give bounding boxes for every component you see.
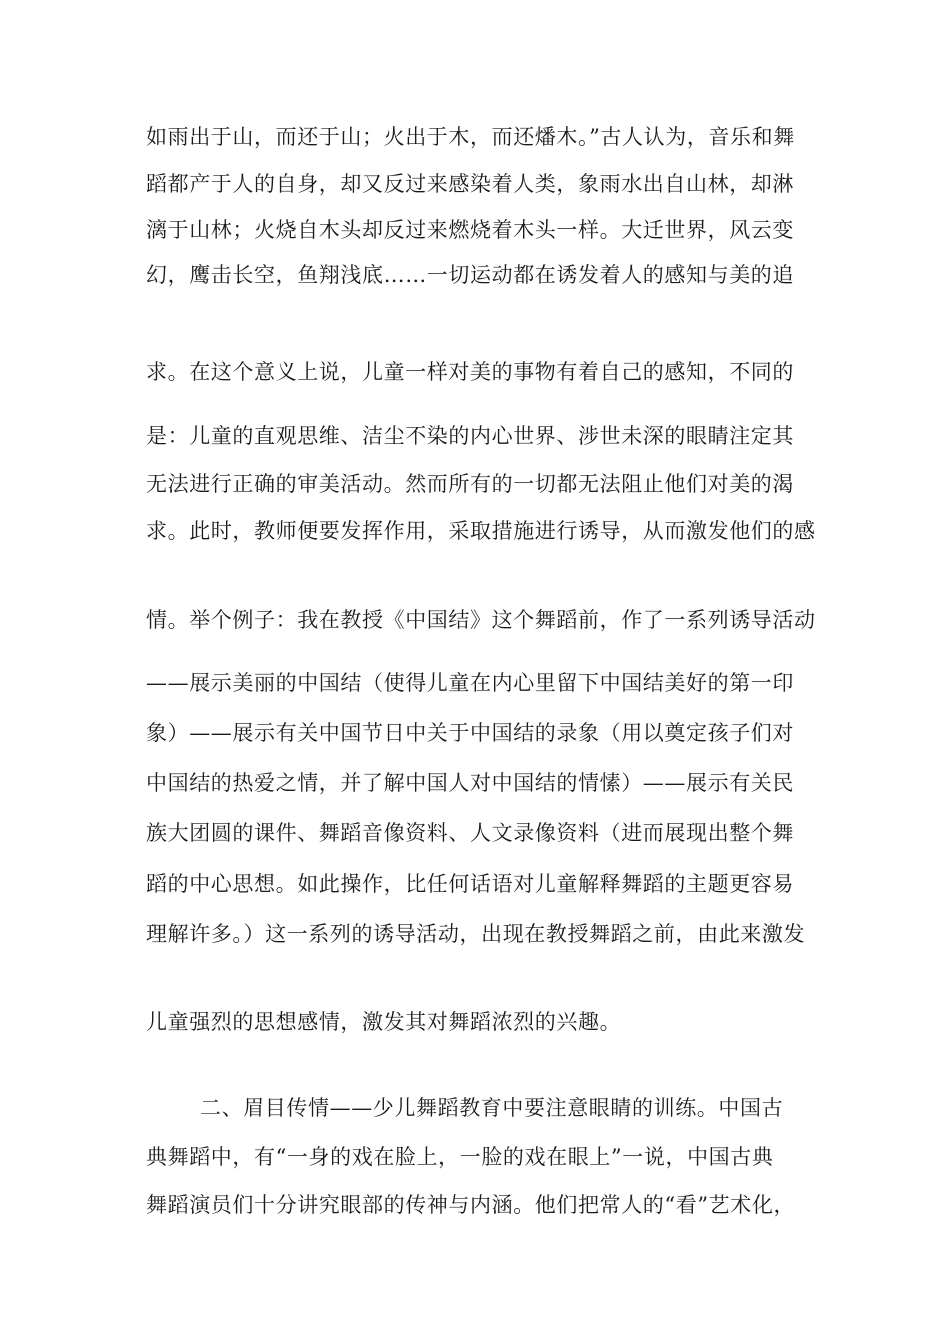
text-line-4: 幻，鹰击长空，鱼翔浅底……一切运动都在诱发着人的感知与美的追 [146,263,794,287]
text-line-9: 情。举个例子：我在教授《中国结》这个舞蹈前，作了一系列诱导活动 [146,608,816,632]
text-line-10: ——展示美丽的中国结（使得儿童在内心里留下中国结美好的第一印 [146,671,794,695]
text-line-3: 漓于山林；火烧自木头却反过来燃烧着木头一样。大迁世界，风云变 [146,218,794,242]
text-line-5: 求。在这个意义上说，儿童一样对美的事物有着自己的感知，不同的 [146,360,794,384]
text-line-18: 典舞蹈中，有“一身的戏在脸上，一脸的戏在眼上”一说，中国古典 [146,1145,774,1169]
text-line-19: 舞蹈演员们十分讲究眼部的传神与内涵。他们把常人的“看”艺术化， [146,1193,796,1217]
text-line-14: 蹈的中心思想。如此操作，比任何话语对儿童解释舞蹈的主题更容易 [146,872,794,896]
text-line-6: 是：儿童的直观思维、洁尘不染的内心世界、涉世未深的眼睛注定其 [146,424,794,448]
text-line-13: 族大团圆的课件、舞蹈音像资料、人文录像资料（进而展现出整个舞 [146,821,794,845]
text-line-11: 象）——展示有关中国节日中关于中国结的录象（用以奠定孩子们对 [146,721,794,745]
text-line-16: 儿童强烈的思想感情，激发其对舞蹈浓烈的兴趣。 [146,1010,622,1034]
text-line-8: 求。此时，教师便要发挥作用，采取措施进行诱导，从而激发他们的感 [146,519,816,543]
text-line-2: 蹈都产于人的自身，却又反过来感染着人类，象雨水出自山林，却淋 [146,172,794,196]
text-line-15: 理解许多。）这一系列的诱导活动，出现在教授舞蹈之前，由此来激发 [146,922,806,946]
text-line-7: 无法进行正确的审美活动。然而所有的一切都无法阻止他们对美的渴 [146,472,794,496]
paragraph-heading-line: 二、眉目传情——少儿舞蹈教育中要注意眼睛的训练。中国古 [200,1096,784,1120]
text-line-12: 中国结的热爱之情，并了解中国人对中国结的情愫）——展示有关民 [146,771,794,795]
text-line-1: 如雨出于山，而还于山；火出于木，而还燔木。”古人认为，音乐和舞 [146,125,795,149]
